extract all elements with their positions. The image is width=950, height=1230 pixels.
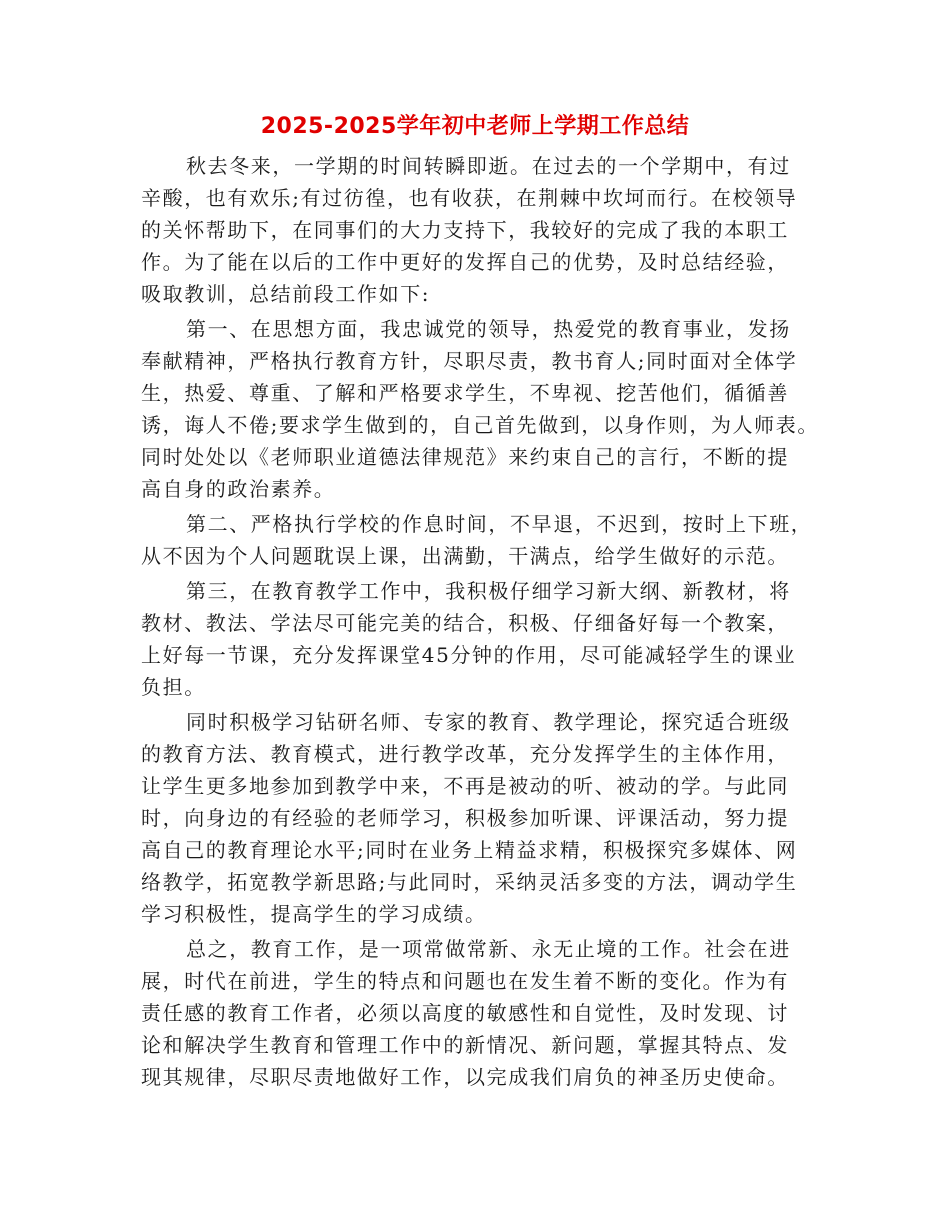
paragraph-line: 辛酸，也有欢乐;有过彷徨，也有收获，在荆棘中坎坷而行。在校领导 bbox=[141, 186, 798, 210]
paragraph-line: 总之，教育工作，是一项常做常新、永无止境的工作。社会在进 bbox=[186, 937, 791, 961]
paragraph-line: 秋去冬来，一学期的时间转瞬即逝。在过去的一个学期中，有过 bbox=[186, 154, 791, 178]
paragraph-line: 学习积极性，提高学生的学习成绩。 bbox=[141, 902, 487, 926]
paragraph-line: 作。为了能在以后的工作中更好的发挥自己的优势，及时总结经验， bbox=[141, 250, 789, 274]
paragraph-line: 让学生更多地参加到教学中来，不再是被动的听、被动的学。与此同 bbox=[141, 774, 789, 798]
paragraph-line: 现其规律，尽职尽责地做好工作，以完成我们肩负的神圣历史使命。 bbox=[141, 1065, 789, 1089]
paragraph-line: 教材、教法、学法尽可能完美的结合，积极、仔细备好每一个教案， bbox=[141, 611, 789, 635]
paragraph-line: 高自己的教育理论水平;同时在业务上精益求精，积极探究多媒体、网 bbox=[141, 838, 798, 862]
paragraph-line: 负担。 bbox=[141, 675, 206, 699]
paragraph-line: 生，热爱、尊重、了解和严格要求学生，不卑视、挖苦他们，循循善 bbox=[141, 381, 789, 405]
page-title: 2025-2025学年初中老师上学期工作总结 bbox=[260, 114, 690, 139]
paragraph-line: 第一、在思想方面，我忠诚党的领导，热爱党的教育事业，发扬 bbox=[186, 317, 791, 341]
paragraph-line: 络教学，拓宽教学新思路;与此同时，采纳灵活多变的方法，调动学生 bbox=[141, 870, 798, 894]
paragraph-line: 上好每一节课，充分发挥课堂45分钟的作用，尽可能减轻学生的课业 bbox=[141, 643, 797, 667]
paragraph-line: 同时处处以《老师职业道德法律规范》来约束自己的言行，不断的提 bbox=[141, 445, 789, 469]
paragraph-line: 的教育方法、教育模式，进行教学改革，充分发挥学生的主体作用， bbox=[141, 742, 789, 766]
paragraph-line: 诱，诲人不倦;要求学生做到的，自己首先做到，以身作则，为人师表。 bbox=[141, 413, 819, 437]
paragraph-line: 高自身的政治素养。 bbox=[141, 477, 336, 501]
paragraph-line: 的关怀帮助下，在同事们的大力支持下，我较好的完成了我的本职工 bbox=[141, 218, 789, 242]
paragraph-line: 第三，在教育教学工作中，我积极仔细学习新大纲、新教材，将 bbox=[186, 579, 791, 603]
paragraph-line: 从不因为个人问题耽误上课，出满勤，干满点，给学生做好的示范。 bbox=[141, 544, 789, 568]
paragraph-line: 责任感的教育工作者，必须以高度的敏感性和自觉性，及时发现、讨 bbox=[141, 1001, 789, 1025]
paragraph-line: 展，时代在前进，学生的特点和问题也在发生着不断的变化。作为有 bbox=[141, 969, 789, 993]
paragraph-line: 时，向身边的有经验的老师学习，积极参加听课、评课活动，努力提 bbox=[141, 806, 789, 830]
paragraph-line: 论和解决学生教育和管理工作中的新情况、新问题，掌握其特点、发 bbox=[141, 1033, 789, 1057]
paragraph-line: 吸取教训，总结前段工作如下: bbox=[141, 282, 431, 306]
paragraph-line: 奉献精神，严格执行教育方针，尽职尽责，教书育人;同时面对全体学 bbox=[141, 349, 798, 373]
paragraph-line: 第二、严格执行学校的作息时间，不早退，不迟到，按时上下班， bbox=[186, 512, 813, 536]
paragraph-line: 同时积极学习钻研名师、专家的教育、教学理论，探究适合班级 bbox=[186, 710, 791, 734]
